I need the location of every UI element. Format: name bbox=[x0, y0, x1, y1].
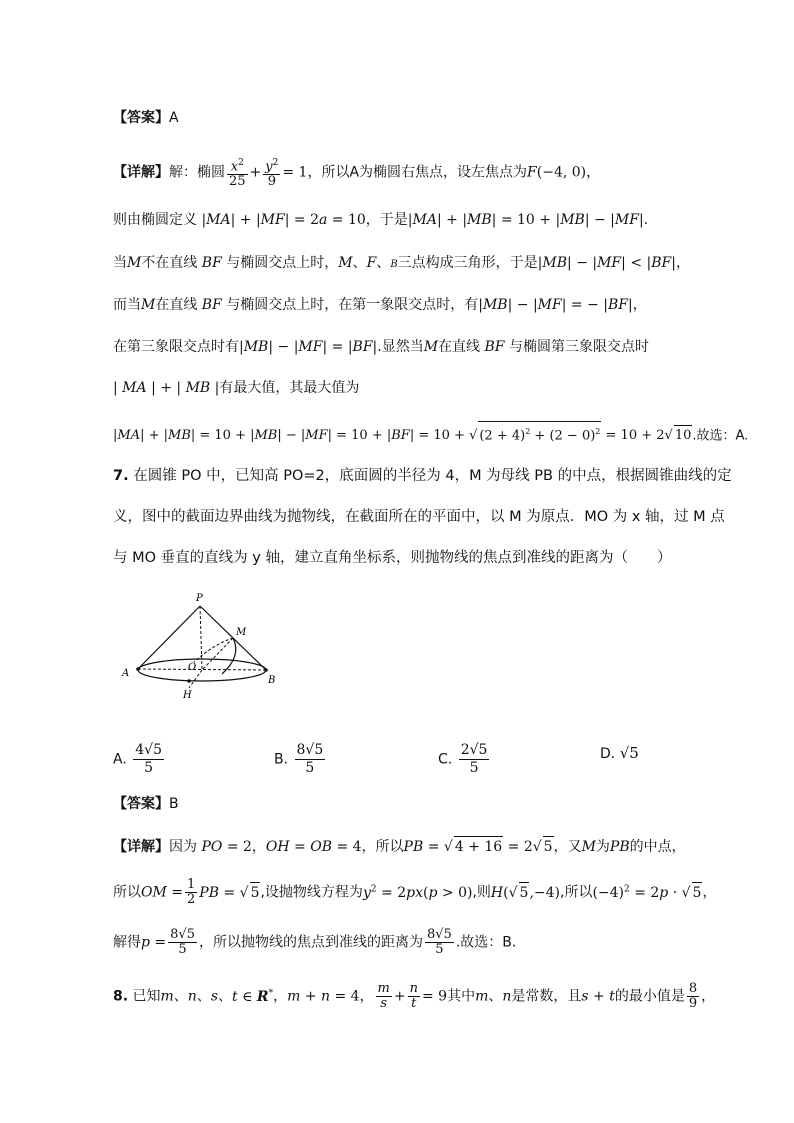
option-letter: C. bbox=[438, 751, 453, 768]
parabola-back bbox=[194, 638, 233, 662]
option-letter: A. bbox=[113, 751, 127, 768]
text: .故选：A. bbox=[692, 428, 749, 444]
fraction: $\frac{m}{s}$ bbox=[377, 981, 390, 1011]
text: 不在直线 bbox=[141, 255, 198, 271]
text: ,所以 bbox=[560, 884, 593, 901]
text: ，所以抛物线的焦点到准线的距离为 bbox=[198, 934, 423, 951]
label-b: B bbox=[268, 675, 276, 686]
label-a: A bbox=[122, 668, 130, 679]
fraction: $\frac{2√5}{5}$ bbox=[460, 742, 488, 776]
text: 而当 bbox=[113, 297, 141, 313]
text: 在直线 bbox=[438, 339, 481, 355]
text: 与 MO 垂直的直线为 y 轴，建立直角坐标系，则抛物线的焦点到准线的距离为（ ） bbox=[113, 550, 672, 566]
solution-7-line-2: 所以OM = $\frac{1}{2}$ PB = √ 5,设抛物线方程为$y^2 = 2px(p > 0)$,则H(√ 5,−4),所以$(-4)^2 = 2p$ · √ 5， bbox=[113, 877, 717, 907]
answer-value: A bbox=[169, 110, 179, 126]
label-h: H bbox=[183, 690, 192, 701]
fraction: $\frac{y^2}{9}$ bbox=[265, 158, 279, 190]
text: 则由椭圆定义 bbox=[113, 212, 197, 228]
text: 在直线 bbox=[155, 297, 198, 313]
question-8: 8. 已知m、n、s、t ∈ R*，m + n = 4， $\frac{m}{s}$ + $\frac{n}{t}$ = 9其中m、n是常数，且s + t的最小值是 $\frac{8}{9}$ ， bbox=[113, 981, 716, 1011]
text: 解得 bbox=[113, 934, 141, 951]
text: 在圆锥 PO 中，已知高 PO=2，底面圆的半径为 4，M 为母线 PB 的中点，根据圆锥曲线的定 bbox=[133, 468, 732, 484]
option-letter: B. bbox=[274, 751, 289, 768]
fraction: $\frac{1}{2}$ bbox=[187, 877, 196, 907]
solution-7-line-3: 解得p = $\frac{8√5}{5}$ ，所以抛物线的焦点到准线的距离为 $\frac{8√5}{5}$ .故选：B. bbox=[113, 927, 517, 957]
text: 为 bbox=[595, 839, 610, 855]
text: ,设抛物线方程为 bbox=[260, 884, 363, 901]
text: ，所以A为椭圆右焦点，设左焦点为 bbox=[307, 164, 528, 181]
label-m: M bbox=[236, 627, 247, 638]
option-a[interactable] bbox=[113, 742, 166, 777]
text: ，于是 bbox=[365, 212, 408, 228]
text: .故选：B. bbox=[455, 934, 517, 951]
label-p: P bbox=[196, 593, 203, 604]
answer-label: 【答案】 bbox=[113, 796, 169, 812]
text: 与椭圆交点上时， bbox=[226, 255, 339, 271]
text: 是常数，且 bbox=[511, 988, 582, 1005]
text: 在第三象限交点时有 bbox=[113, 339, 239, 355]
solution-6-line-4: 而当M在直线 BF 与椭圆交点上时，在第一象限交点时，有|MB| − |MF| = − |BF|， bbox=[113, 297, 647, 313]
focus-point: F(−4, 0) bbox=[527, 164, 587, 181]
fraction: $\frac{4√5}{5}$ bbox=[135, 742, 162, 776]
solution-label: 【详解】 bbox=[113, 839, 169, 855]
label-o: O bbox=[188, 662, 197, 673]
text: ，又 bbox=[553, 839, 582, 855]
question-7-line-2 bbox=[113, 507, 725, 527]
fraction: $\frac{8}{9}$ bbox=[688, 981, 698, 1011]
text: 其中 bbox=[447, 988, 476, 1005]
text: 有最大值，其最大值为 bbox=[219, 380, 360, 396]
solution-6-line-1: 【详解】解：椭圆 $\frac{x^2}{25}$ + $\frac{y^2}{9}$ = 1，所以A为椭圆右焦点，设左焦点为F(−4, 0)， bbox=[113, 158, 601, 190]
solution-6-line-7: |MA| + |MB| = 10 + |MB| − |MF| = 10 + |BF| = 10 + √ $(2 + 4)^2 + (2 - 0)^2 = 10 + 2√$ 10.故选：A. bbox=[113, 421, 748, 446]
option-value: √5 bbox=[619, 744, 639, 762]
solution-6-line-6: | MA | + | MB |有最大值，其最大值为 bbox=[113, 380, 360, 396]
text: ，所以 bbox=[361, 839, 404, 855]
text: 与椭圆第三象限交点时 bbox=[508, 339, 649, 355]
solution-7-line-1: 【详解】因为 PO = 2，OH = OB = 4，所以PB = √ 4 + 16 = 2√ 5，又M为PB的中点， bbox=[113, 836, 686, 857]
diameter-ab bbox=[138, 669, 266, 670]
fraction: $\frac{n}{t}$ bbox=[409, 981, 418, 1011]
question-number: 8. bbox=[113, 988, 129, 1005]
question-number: 7. bbox=[113, 468, 129, 484]
option-b[interactable] bbox=[274, 742, 327, 777]
fraction: $\frac{x^2}{25}$ bbox=[229, 158, 246, 190]
text: 的中点， bbox=[629, 839, 686, 855]
answer-label: 【答案】 bbox=[113, 110, 169, 126]
text: 解：椭圆 bbox=[169, 164, 225, 181]
cone-figure bbox=[118, 590, 288, 702]
text: 三点构成三角形，于是 bbox=[397, 255, 538, 271]
text: 所以 bbox=[113, 884, 141, 901]
question-7-line-3 bbox=[113, 548, 671, 568]
text: .显然当 bbox=[377, 339, 424, 355]
height-po bbox=[200, 606, 202, 670]
answer-value: B bbox=[169, 796, 179, 812]
text: 当 bbox=[113, 255, 127, 271]
text: 的最小值是 bbox=[614, 988, 685, 1005]
answer-6 bbox=[113, 108, 179, 128]
segment-mo bbox=[202, 638, 233, 670]
solution-6-line-3: 当M不在直线 BF 与椭圆交点上时，M、F、B三点构成三角形，于是|MB| − |MF| < |BF|， bbox=[113, 255, 690, 271]
text: 与椭圆交点上时，在第一象限交点时，有 bbox=[226, 297, 479, 313]
option-letter: D. bbox=[600, 746, 616, 762]
solution-6-line-5: 在第三象限交点时有|MB| − |MF| = |BF|.显然当M在直线 BF 与椭圆第三象限交点时 bbox=[113, 339, 649, 355]
text: ,则 bbox=[472, 884, 491, 901]
text: 已知 bbox=[132, 988, 161, 1005]
text: 义，图中的截面边界曲线为抛物线，在截面所在的平面中，以 M 为原点．MO 为 x 轴，过 M 点 bbox=[113, 509, 725, 525]
answer-7 bbox=[113, 794, 179, 814]
solution-6-line-2: 则由椭圆定义 |MA| + |MF| = 2a = 10，于是|MA| + |MB| = 10 + |MB| − |MF|. bbox=[113, 212, 649, 228]
fraction: $\frac{8√5}{5}$ bbox=[426, 927, 452, 957]
option-d[interactable] bbox=[600, 744, 639, 762]
text: 因为 bbox=[169, 839, 197, 855]
parabola-front bbox=[222, 638, 236, 674]
option-c[interactable] bbox=[438, 742, 491, 777]
fraction: $\frac{8√5}{5}$ bbox=[296, 742, 324, 776]
fraction: $\frac{8√5}{5}$ bbox=[170, 927, 195, 957]
solution-label: 【详解】 bbox=[113, 164, 169, 181]
question-7-line-1 bbox=[113, 466, 732, 486]
